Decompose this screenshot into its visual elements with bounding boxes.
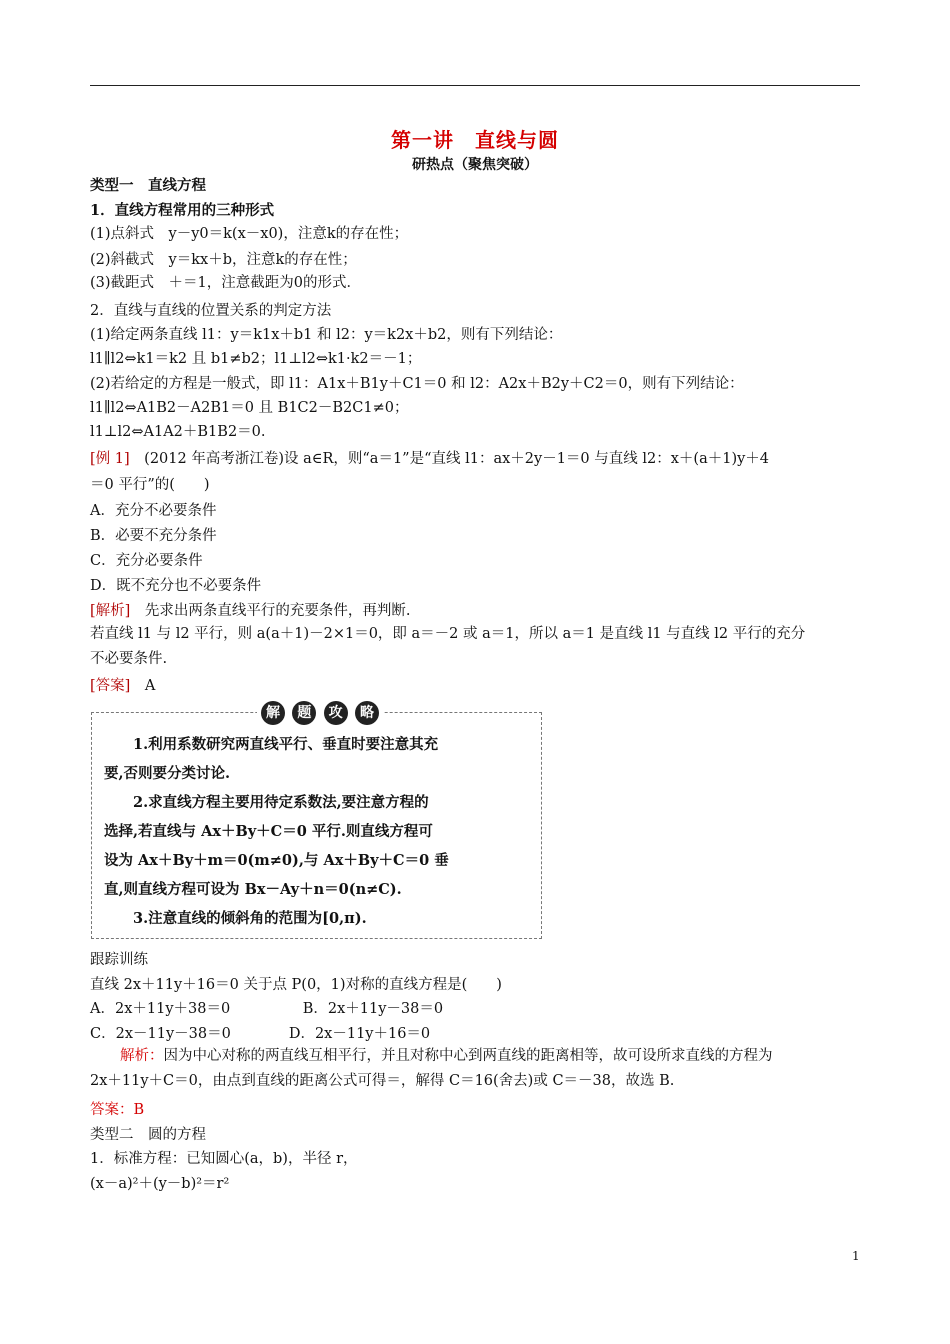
paragraph: 1．标准方程：已知圆心(a，b)，半径 r， <box>90 1151 358 1167</box>
option-b: B．必要不充分条件 <box>90 528 217 544</box>
page-title: 第一讲 直线与圆 <box>391 128 559 152</box>
answer-label: [答案] <box>90 678 131 694</box>
practice-options: C．2x－11y－38＝0 D．2x－11y＋16＝0 <box>90 1026 431 1042</box>
badge-char: 攻 <box>324 701 348 725</box>
tip-line: 选择,若直线与 Ax＋By＋C＝0 平行.则直线方程可 <box>104 823 433 840</box>
analysis-text: 若直线 l1 与 l2 平行，则 a(a＋1)－2×1＝0，即 a＝－2 或 a＝1，所以 a＝1 是直线 l1 与直线 l2 平行的充分 <box>90 626 806 642</box>
subheading: 1．直线方程常用的三种形式 <box>90 202 275 219</box>
tip-line: 3.注意直线的倾斜角的范围为[0,π). <box>104 910 367 927</box>
tip-line: 直,则直线方程可设为 Bx－Ay＋n＝0(n≠C). <box>104 881 402 898</box>
badge-char: 解 <box>261 701 285 725</box>
header-rule <box>90 85 860 86</box>
practice-answer: 答案：B <box>90 1102 145 1118</box>
paragraph: (1)给定两条直线 l1：y＝k1x＋b1 和 l2：y＝k2x＋b2，则有下列结论： <box>90 327 563 343</box>
subheading: 2．直线与直线的位置关系的判定方法 <box>90 303 332 319</box>
example-analysis: [解析] 先求出两条直线平行的充要条件，再判断. <box>90 603 411 619</box>
section-heading: 类型二 圆的方程 <box>90 1127 206 1143</box>
paragraph: l1⊥l2⇔A1A2＋B1B2＝0. <box>90 424 266 440</box>
option-d: D．既不充分也不必要条件 <box>90 578 262 594</box>
tip-line: 1.利用系数研究两直线平行、垂直时要注意其充 <box>104 736 439 753</box>
practice-analysis: 解析：因为中心对称的两直线互相平行，并且对称中心到两直线的距离相等，故可设所求直线的方程为 <box>120 1048 773 1064</box>
slope-intercept-form: (2)斜截式 y＝kx＋b，注意k的存在性； <box>90 252 357 268</box>
paragraph: (2)若给定的方程是一般式，即 l1：A1x＋B1y＋C1＝0 和 l2：A2x＋B2y＋C2＝0，则有下列结论： <box>90 376 744 392</box>
section-heading: 类型一 直线方程 <box>90 177 206 194</box>
analysis-text: 不必要条件. <box>90 651 168 667</box>
page-number: 1 <box>852 1249 860 1263</box>
option-c: C．充分必要条件 <box>90 553 203 569</box>
example-answer: [答案] A <box>90 678 156 694</box>
intercept-form: (3)截距式 ＋＝1，注意截距为0的形式． <box>90 275 361 291</box>
page-subtitle: 研热点（聚焦突破） <box>412 157 538 173</box>
formula: (x－a)²＋(y－b)²＝r² <box>90 1176 230 1192</box>
tip-line: 要,否则要分类讨论. <box>104 765 231 782</box>
analysis-label: 解析： <box>120 1048 164 1064</box>
paragraph: l1∥l2⇔k1＝k2 且 b1≠b2；l1⊥l2⇔k1·k2＝－1； <box>90 351 422 367</box>
badge-char: 题 <box>292 701 316 725</box>
practice-options: A．2x＋11y＋38＝0 B．2x＋11y－38＝0 <box>90 1001 444 1017</box>
practice-analysis-cont: 2x＋11y＋C＝0，由点到直线的距离公式可得＝，解得 C＝16(舍去)或 C＝－38，故选 B. <box>90 1073 675 1089</box>
example-question-cont: ＝0 平行”的( ) <box>90 477 210 493</box>
example-question: [例 1] (2012 年高考浙江卷)设 a∈R，则“a＝1”是“直线 l1：ax＋2y－1＝0 与直线 l2：x＋(a＋1)y＋4 <box>90 451 770 467</box>
tip-line: 设为 Ax＋By＋m＝0(m≠0),与 Ax＋By＋C＝0 垂 <box>104 852 449 869</box>
tips-badge <box>257 701 383 725</box>
tip-line: 2.求直线方程主要用待定系数法,要注意方程的 <box>104 794 429 811</box>
analysis-label: [解析] <box>90 603 131 619</box>
badge-char: 略 <box>355 701 379 725</box>
option-a: A．充分不必要条件 <box>90 503 217 519</box>
point-slope-form: (1)点斜式 y－y0＝k(x－x0)，注意k的存在性； <box>90 226 409 242</box>
tips-box <box>91 705 542 939</box>
example-label: [例 1] <box>90 451 130 467</box>
practice-heading: 跟踪训练 <box>90 952 148 968</box>
practice-question: 直线 2x＋11y＋16＝0 关于点 P(0，1)对称的直线方程是( ) <box>90 977 502 993</box>
paragraph: l1∥l2⇔A1B2－A2B1＝0 且 B1C2－B2C1≠0； <box>90 400 409 416</box>
